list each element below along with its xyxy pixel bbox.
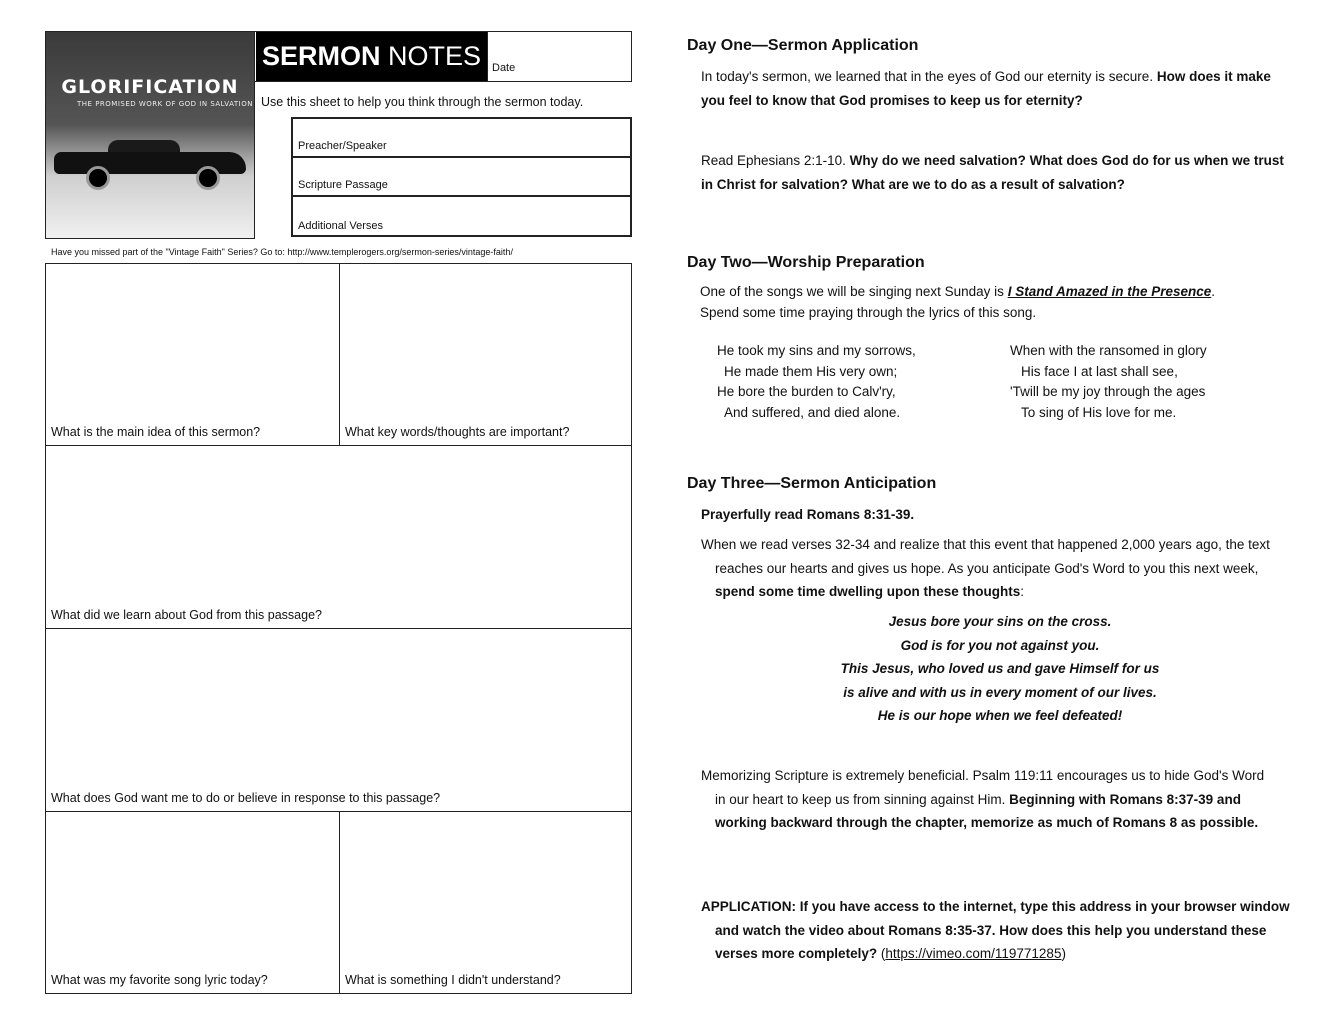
lyrics-left: He took my sins and my sorrows, He made them His very own; He bore the burden to Calv'ry, And suffered, and died alone. (717, 343, 916, 420)
vimeo-link[interactable]: https://vimeo.com/119771285 (885, 946, 1062, 961)
didnt-understand-box[interactable]: What is something I didn't understand? (339, 811, 632, 994)
lyrics-right: When with the ransomed in glory His face I at last shall see, 'Twill be my joy through the ages To sing of His love for me. (1010, 343, 1207, 420)
dwelling-thoughts: Jesus bore your sins on the cross. God is for you not against you. This Jesus, who loved us and gave Himself for us is alive and with us in every moment of our lives. He is our hope when we feel defeated! (840, 614, 1160, 723)
sermon-info-fields (291, 117, 632, 237)
key-words-box[interactable]: What key words/thoughts are important? (339, 263, 632, 446)
car-wheel (86, 166, 110, 190)
day-three-heading: Day Three—Sermon Anticipation (687, 475, 937, 492)
day-two-paragraph: One of the songs we will be singing next Sunday is I Stand Amazed in the Presence. Spend some time praying through the lyrics of this song. (700, 284, 1216, 320)
preacher-field[interactable]: Preacher/Speaker (293, 119, 630, 158)
page-title: SERMON NOTES (256, 32, 487, 81)
car-wheel (196, 166, 220, 190)
additional-verses-field[interactable]: Additional Verses (298, 220, 383, 232)
memorize-paragraph: Memorizing Scripture is extremely beneficial. Psalm 119:11 encourages us to hide God's Word in our heart to keep us from sinning against Him. Beginning with Romans 8:37-39 and working backward through the chapter, memorize as much of Romans 8 as possible. (701, 768, 1265, 830)
day-one-paragraph: In today's sermon, we learned that in the eyes of God our eternity is secure. How does it make you feel to know that God promises to keep us for eternity? (701, 69, 1271, 108)
learn-about-god-box[interactable]: What did we learn about God from this passage? (45, 445, 632, 629)
day-two-heading: Day Two—Worship Preparation (687, 254, 925, 271)
day-one-heading: Day One—Sermon Application (687, 37, 919, 54)
song-title: I Stand Amazed in the Presence (1007, 284, 1212, 299)
series-logo (45, 31, 255, 239)
series-note: Have you missed part of the "Vintage Faith" Series? Go to: http://www.templerogers.org/sermon-series/vintage-faith/ (51, 247, 513, 257)
day-one-ephesians: Read Ephesians 2:1-10. Why do we need salvation? What does God do for us when we trust in Christ for salvation? What are we to do as a result of salvation? (701, 153, 1284, 192)
scripture-field[interactable]: Scripture Passage (293, 158, 630, 197)
logo-title: GLORIFICATION (61, 76, 239, 98)
favorite-lyric-box[interactable]: What was my favorite song lyric today? (45, 811, 340, 994)
instruction-text: Use this sheet to help you think through the sermon today. (261, 95, 584, 109)
application-paragraph: APPLICATION: If you have access to the internet, type this address in your browser window and watch the video about Romans 8:35-37. How does this help you understand these verses more completely? (https://vimeo.com/119771285) (701, 899, 1290, 961)
main-idea-box[interactable]: What is the main idea of this sermon? (45, 263, 340, 446)
day-three-paragraph: When we read verses 32-34 and realize that this event that happened 2,000 years ago, the text reaches our hearts and gives us hope. As you anticipate God's Word to you this next week, spend some time dwelling upon these thoughts: (701, 537, 1270, 599)
day-three-read: Prayerfully read Romans 8:31-39. (701, 507, 915, 522)
date-field[interactable]: Date (492, 62, 516, 74)
date-divider (487, 31, 488, 82)
response-box[interactable]: What does God want me to do or believe in response to this passage? (45, 628, 632, 812)
logo-subtitle: THE PROMISED WORK OF GOD IN SALVATION (77, 100, 253, 108)
